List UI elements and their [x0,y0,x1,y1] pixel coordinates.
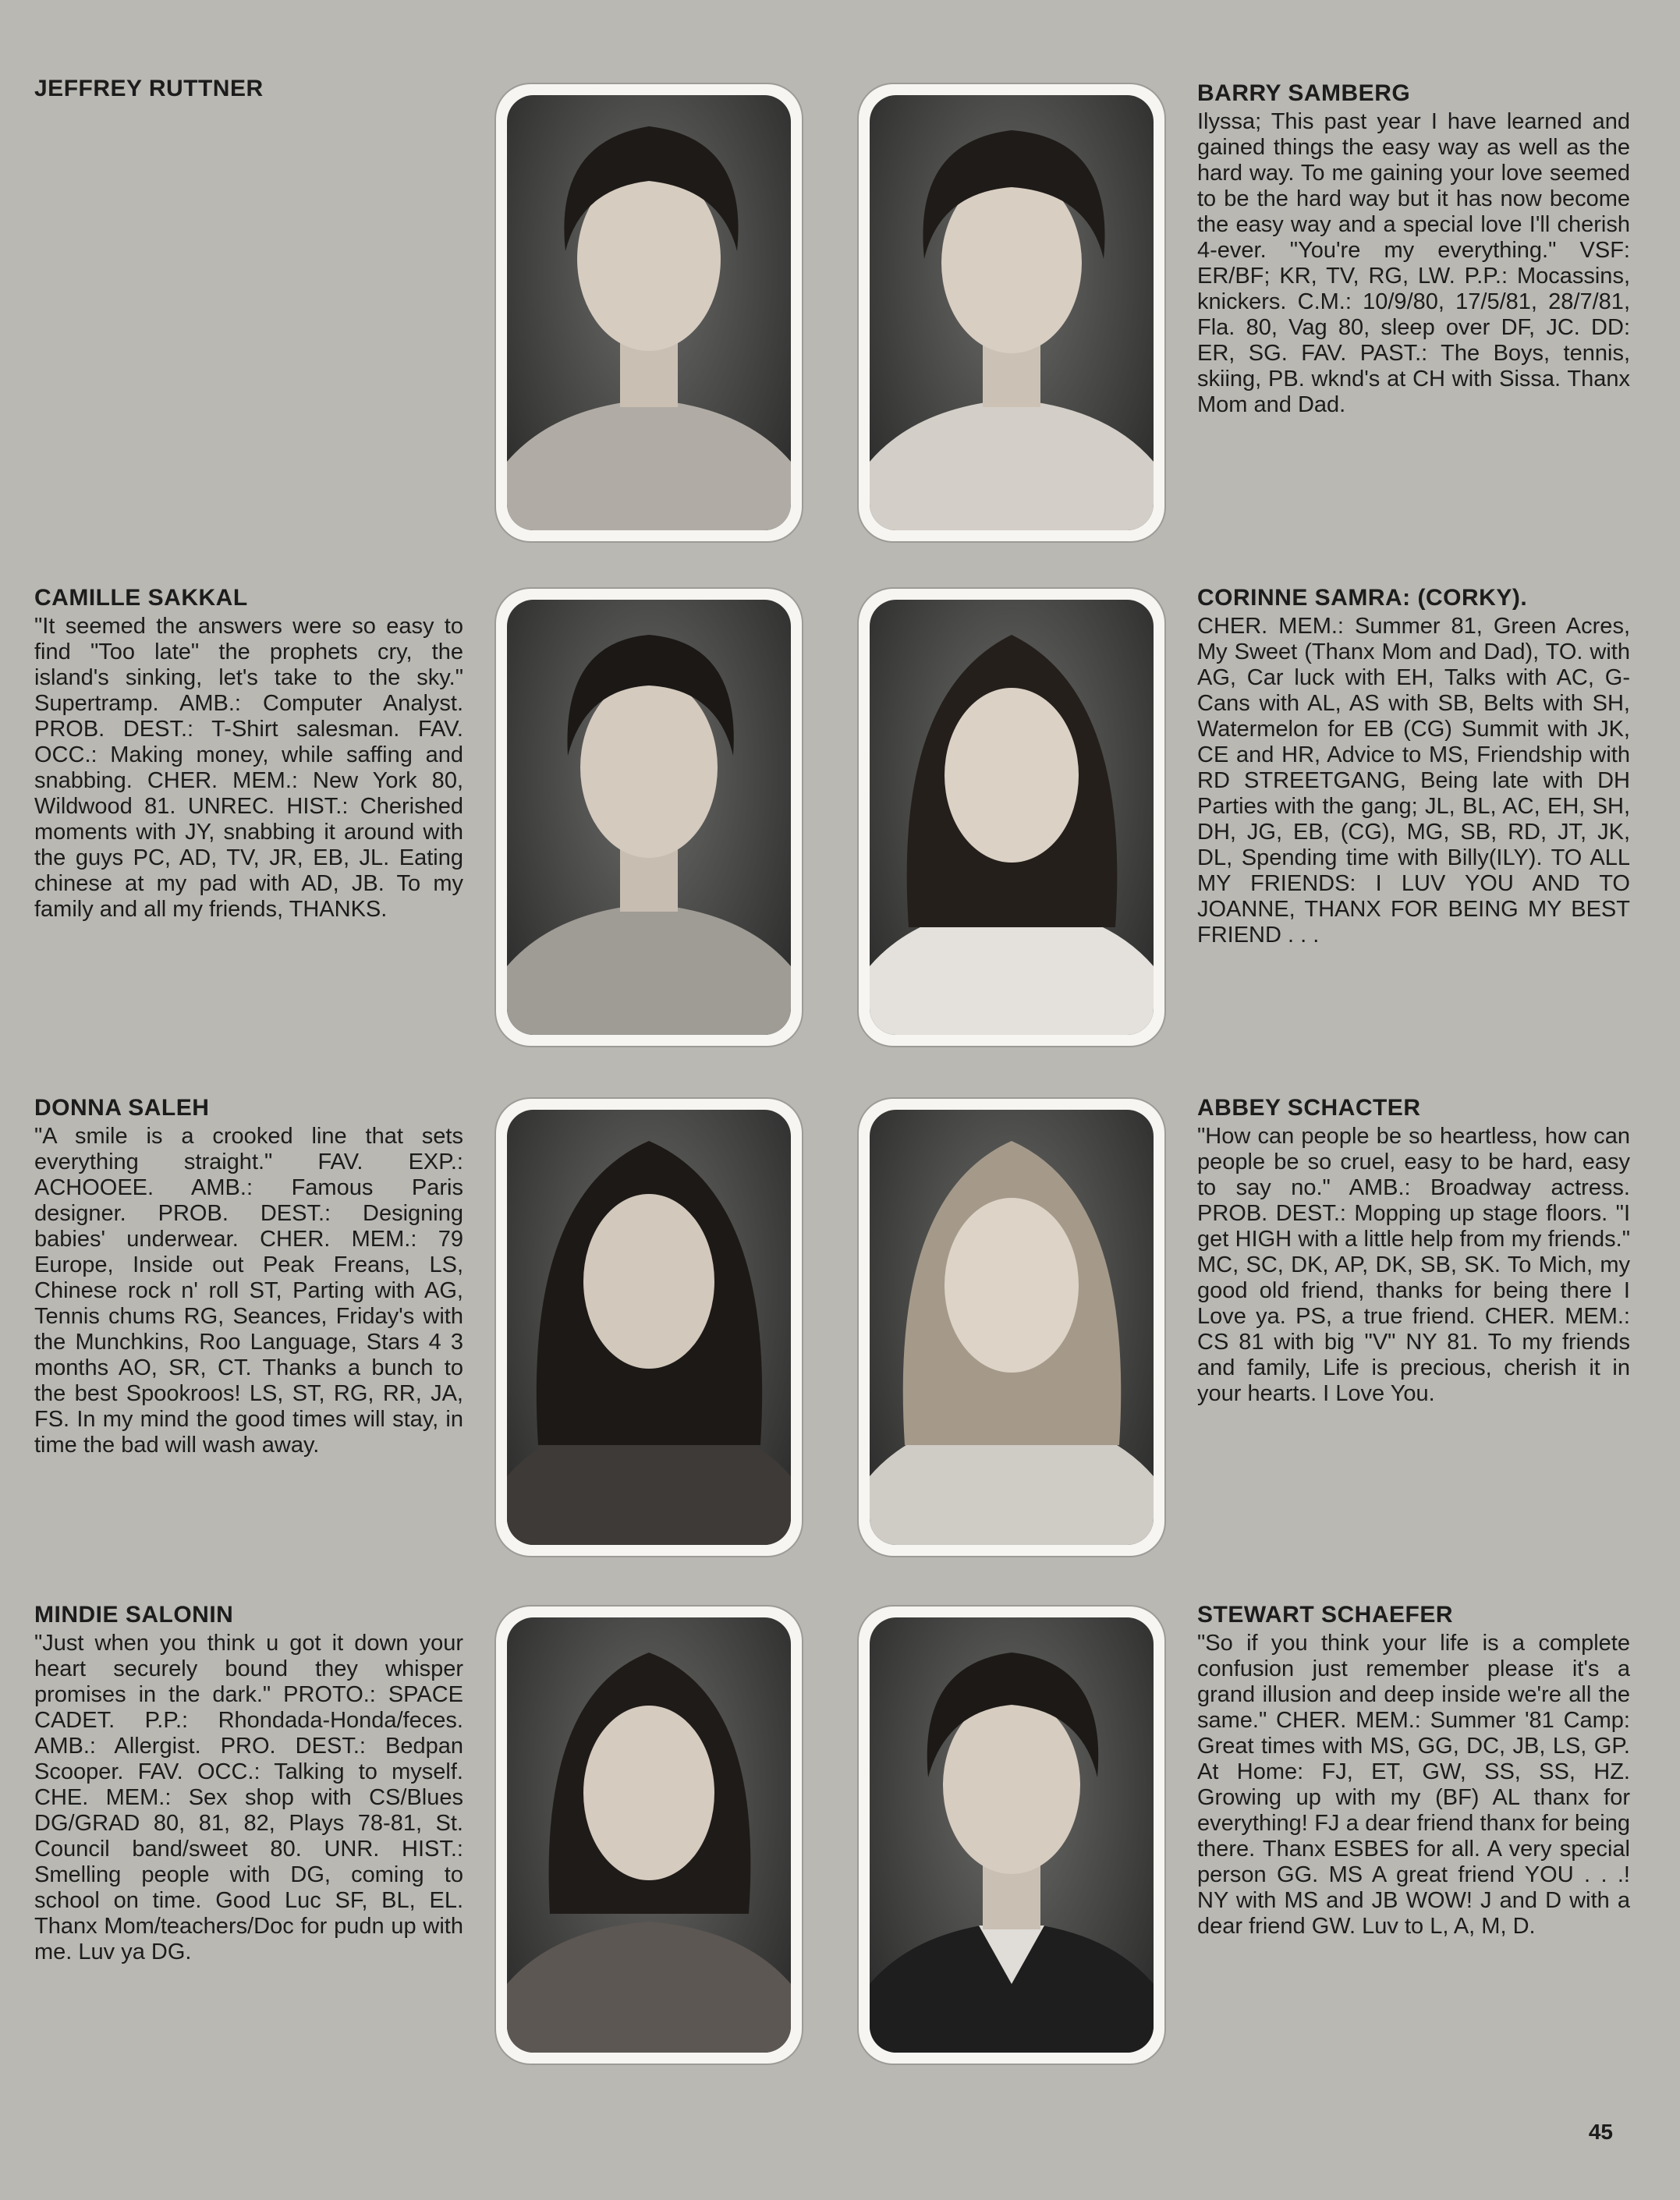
portrait-photo-abbey-schacter [859,1099,1164,1556]
portrait-photo-camille-sakkal [496,589,802,1046]
portrait-photo-corinne-samra [859,589,1164,1046]
student-bio: "How can people be so heartless, how can people be so cruel, easy to be hard, easy to say no." AMB.: Broadway actress. PROB. DEST.: Mopping up stage floors. "I get HIGH with a little help from my friends." MC, SC, DK, AP, DK, SB, SK. To Mich, my good old friend, thanks for being there I Love ya. PS, a true friend. CHER. MEM.: CS 81 with big "V" NY 81. To my friends and family, Life is precious, cherish it in your hearts. I Love You. [1197,1124,1630,1406]
portrait-photo-stewart-schaefer [859,1607,1164,2064]
student-entry-mindie-salonin [34,1601,463,1965]
student-entry-barry-samberg [1197,80,1630,418]
student-name: CAMILLE SAKKAL [34,585,248,611]
student-bio: CHER. MEM.: Summer 81, Green Acres, My Sweet (Thanx Mom and Dad), TO. with AG, Car luck with EH, Talks with AC, G-Cans with AL, AS with SB, Belts with SH, Watermelon for EB (CG) Summit with JK, CE and HR, Advice to MS, Friendship with RD STREETGANG, Being late with DH Parties with the gang; JL, BL, AC, EH, SH, DH, JG, EB, (CG), MG, SB, RD, JT, JK, DL, Spending time with Billy(ILY). TO ALL MY FRIENDS: I LUV YOU AND TO JOANNE, THANX FOR BEING MY BEST FRIEND . . . [1197,614,1630,948]
student-bio: "It seemed the answers were so easy to find "Too late" the prophets cry, the island's sinking, let's take to the sky." Supertramp. AMB.: Computer Analyst. PROB. DEST.: T-Shirt salesman. FAV. OCC.: Making money, while saffing and snabbing. CHER. MEM.: New York 80, Wildwood 81. UNREC. HIST.: Cherished moments with JY, snabbing it around with the guys PC, AD, TV, JR, EB, JL. Eating chinese at my pad with AD, JB. To my family and all my friends, THANKS. [34,614,463,922]
student-bio: "Just when you think u got it down your heart securely bound they whisper promises in the dark." PROTO.: SPACE CADET. P.P.: Rhondada-Honda/feces. AMB.: Allergist. PRO. DEST.: Bedpan Scooper. FAV. OCC.: Talking to myself. CHE. MEM.: Sex shop with CS/Blues DG/GRAD 80, 81, 82, Plays 78-81, St. Council band/sweet 80. UNR. HIST.: Smelling people with DG, coming to school on time. Good Luc SF, BL, EL. Thanx Mom/teachers/Doc for pudn up with me. Luv ya DG. [34,1631,463,1964]
page-number: 45 [1588,2120,1613,2144]
portrait-photo-jeffrey-ruttner [496,84,802,541]
portrait-photo-mindie-salonin [496,1607,802,2064]
student-entry-jeffrey-ruttner [34,75,463,105]
student-name: ABBEY SCHACTER [1197,1095,1421,1121]
portrait-photo-donna-saleh [496,1099,802,1556]
student-entry-corinne-samra [1197,584,1630,948]
student-name: STEWART SCHAEFER [1197,1602,1454,1628]
portrait-photo-barry-samberg [859,84,1164,541]
student-name: BARRY SAMBERG [1197,80,1411,106]
student-name: MINDIE SALONIN [34,1602,234,1628]
student-name: DONNA SALEH [34,1095,210,1121]
student-entry-abbey-schacter [1197,1094,1630,1407]
student-name: JEFFREY RUTTNER [34,76,264,101]
student-entry-donna-saleh [34,1094,463,1458]
student-bio: Ilyssa; This past year I have learned and gained things the easy way as well as the hard way. To me gaining your love seemed to be the hard way but it has now become the easy way and a special love I'll cherish 4-ever. "You're my everything." VSF: ER/BF; KR, TV, RG, LW. P.P.: Mocassins, knickers. C.M.: 10/9/80, 17/5/81, 28/7/81, Fla. 80, Vag 80, sleep over DF, JC. DD: ER, SG. FAV. PAST.: The Boys, tennis, skiing, PB. wknd's at CH with Sissa. Thanx Mom and Dad. [1197,109,1630,417]
student-entry-stewart-schaefer [1197,1601,1630,1940]
student-name: CORINNE SAMRA: (CORKY). [1197,585,1528,611]
student-bio: "So if you think your life is a complete confusion just remember please it's a grand illusion and deep inside we're all the same." CHER. MEM.: Summer '81 Camp: Great times with MS, GG, DC, JB, LS, GP. At Home: FJ, ET, GW, SS, SS, HZ. Growing up with my (BF) AL thanx for everything! FJ a dear friend thanx for being there. Thanx ESBES for all. A very special person GG. MS A great friend YOU . . .! NY with MS and JB WOW! J and D with a dear friend GW. Luv to L, A, M, D. [1197,1631,1630,1939]
student-entry-camille-sakkal [34,584,463,923]
student-bio: "A smile is a crooked line that sets everything straight." FAV. EXP.: ACHOOEE. AMB.: Famous Paris designer. PROB. DEST.: Designing babies' underwear. CHER. MEM.: 79 Europe, Inside out Peak Freans, LS, Chinese rock n' roll ST, Parting with AG, Tennis chums RG, Seances, Friday's with the Munchkins, Roo Language, Stars 4 3 months AO, SR, CT. Thanks a bunch to the best Spookroos! LS, ST, RG, RR, JA, FS. In my mind the good times will stay, in time the bad will wash away. [34,1124,463,1458]
